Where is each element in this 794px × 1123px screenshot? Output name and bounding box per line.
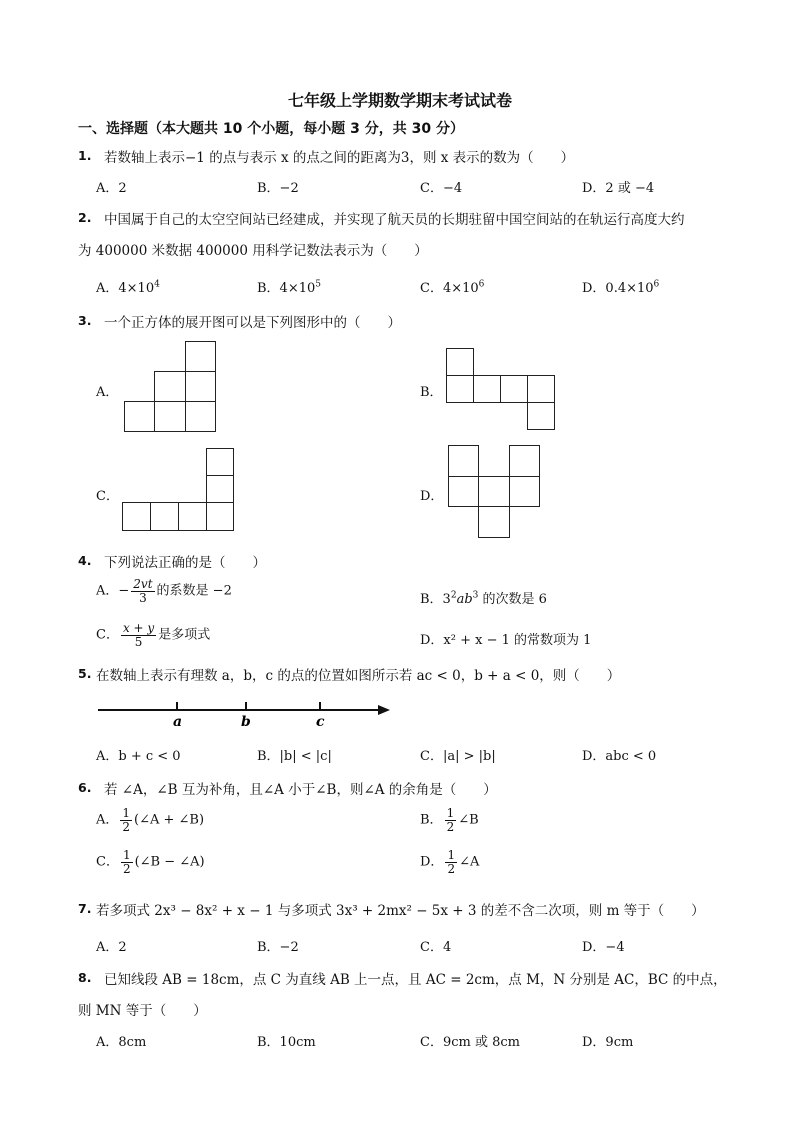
option-c: C．4 — [420, 940, 452, 955]
question-text-line2: 则 MN 等于（ ） — [78, 1003, 207, 1019]
option-b: B． $\frac{1}{2}$ ∠B — [420, 806, 479, 834]
option-b: B． — [420, 385, 443, 400]
option-c: C． $\frac{1}{2}$ (∠B − ∠A) — [96, 848, 205, 876]
question-text: 已知线段 AB = 18cm，点 C 为直线 AB 上一点，且 AC = 2cm，点 M，N 分别是 AC，BC 的中点， — [104, 972, 727, 988]
option-d: D．x² + x − 1 的常数项为 1 — [420, 633, 592, 648]
number-line — [96, 696, 396, 730]
option-a: A． $\frac{1}{2}$ (∠A + ∠B) — [96, 806, 205, 834]
question-text: 下列说法正确的是（ ） — [104, 555, 266, 571]
option-a: A．2 — [96, 181, 127, 196]
option-d: D． $\frac{1}{2}$ ∠A — [420, 848, 480, 876]
option-d: D．−4 — [582, 940, 625, 955]
page-title: 七年级上学期数学期末考试试卷 — [288, 91, 513, 110]
question-text-line2: 为 400000 米数据 400000 用科学记数法表示为（ ） — [78, 243, 428, 259]
option-a: A．− $\frac{2vt}{3}$ 的系数是 −2 — [96, 577, 232, 605]
option-a: A．8cm — [96, 1035, 147, 1050]
question-number: 8. — [78, 970, 92, 985]
option-b: B．10cm — [257, 1035, 316, 1050]
option-c: C． — [96, 489, 119, 504]
option-c: C． $\frac{x + y}{5}$ 是多项式 — [96, 621, 211, 649]
option-c: C．−4 — [420, 181, 463, 196]
option-b: B．|b| < |c| — [257, 749, 332, 764]
option-d: D．9cm — [582, 1035, 634, 1050]
question-text: 若 ∠A，∠B 互为补角，且∠A 小于∠B，则∠A 的余角是（ ） — [104, 782, 497, 798]
question-number: 1. — [78, 148, 92, 163]
option-c: C．$4\times 10^6$ — [420, 279, 485, 296]
option-d: D． — [420, 489, 444, 504]
question-text: 在数轴上表示有理数 a，b，c 的点的位置如图所示若 ac < 0，b + a < 0，则（ ） — [96, 668, 621, 684]
option-d: D．abc < 0 — [582, 749, 657, 764]
section-heading: 一、选择题（本大题共 10 个小题，每小题 3 分，共 30 分） — [78, 121, 464, 137]
option-a: A．$4\times 10^4$ — [96, 279, 160, 296]
option-a: A．2 — [96, 940, 127, 955]
option-d: D．2 或 −4 — [582, 181, 655, 196]
option-d: D．$0.4\times 10^6$ — [582, 279, 660, 296]
option-b: B．−2 — [257, 940, 299, 955]
option-b: B．−2 — [257, 181, 299, 196]
option-c: C．|a| > |b| — [420, 749, 496, 764]
question-number: 2. — [78, 210, 92, 225]
question-text: 中国属于自己的太空空间站已经建成，并实现了航天员的长期驻留中国空间站的在轨运行高度大约 — [104, 212, 685, 228]
option-c: C．9cm 或 8cm — [420, 1035, 520, 1050]
question-text: 一个正方体的展开图可以是下列图形中的（ ） — [104, 315, 401, 331]
option-b: B．$3^2ab^3$ 的次数是 6 — [420, 590, 547, 607]
question-number: 5. — [78, 666, 92, 681]
question-text: 若多项式 2x³ − 8x² + x − 1 与多项式 3x³ + 2mx² − 5x + 3 的差不含二次项，则 m 等于（ ） — [96, 903, 705, 919]
axis-label-c: c — [316, 714, 325, 730]
option-a: A． — [96, 385, 119, 400]
option-b: B．$4\times 10^5$ — [257, 279, 321, 296]
axis-label-b: b — [241, 714, 251, 730]
question-number: 4. — [78, 553, 92, 568]
axis-label-a: a — [173, 714, 183, 730]
question-number: 3. — [78, 313, 92, 328]
question-text: 若数轴上表示−1 的点与表示 x 的点之间的距离为3，则 x 表示的数为（ ） — [104, 150, 575, 166]
question-number: 7. — [78, 901, 92, 916]
question-number: 6. — [78, 780, 92, 795]
option-a: A．b + c < 0 — [96, 749, 181, 764]
